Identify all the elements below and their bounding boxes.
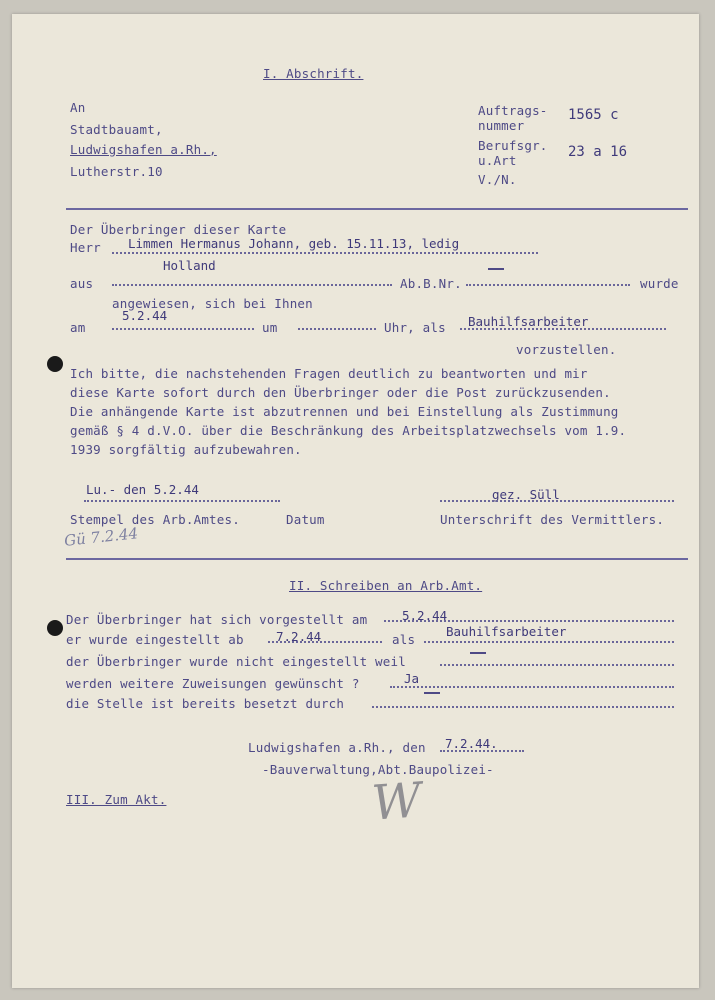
signature-label: Unterschrift des Vermittlers. — [440, 512, 665, 527]
wurde-label: wurde — [640, 276, 679, 291]
place-date-dotted — [440, 748, 524, 752]
herr-dotted-line — [112, 250, 538, 254]
als-dotted-line — [460, 326, 666, 330]
q2-als-value: Bauhilfsarbeiter — [446, 624, 567, 639]
q5-dash — [424, 692, 440, 694]
place-date-label: Ludwigshafen a.Rh., den — [248, 740, 426, 755]
q2-als-label: als — [392, 632, 416, 647]
abbnr-label: Ab.B.Nr. — [400, 276, 462, 291]
punch-hole-top — [47, 356, 63, 372]
place-date-dotted-line — [84, 498, 280, 502]
addressee-street: Lutherstr.10 — [70, 164, 163, 179]
place-date-text: Lu.- den 5.2.44 — [86, 482, 199, 497]
am-label: am — [70, 320, 86, 335]
aus-value: Holland — [163, 258, 216, 273]
request-line-4: gemäß § 4 d.V.O. über die Beschränkung des Arbeitsplatzwechsels vom 1.9. — [70, 423, 627, 438]
vorzustellen-text: vorzustellen. — [516, 342, 617, 357]
auftrags-value: 1565 c — [568, 107, 619, 123]
q5-label: die Stelle ist bereits besetzt durch — [66, 696, 345, 711]
authority: -Bauverwaltung,Abt.Baupolizei- — [262, 762, 494, 777]
section2-title: II. Schreiben an Arb.Amt. — [289, 578, 483, 593]
addressee-to: An — [70, 100, 86, 115]
document-title: I. Abschrift. — [263, 66, 364, 81]
beruf-label-1: Berufsgr. — [478, 138, 548, 153]
uhr-als-label: Uhr, als — [384, 320, 446, 335]
vn-label: V./N. — [478, 172, 517, 187]
signature-dotted-line — [440, 498, 674, 502]
abbnr-dotted-line — [466, 282, 630, 286]
q1-label: Der Überbringer hat sich vorgestellt am — [66, 612, 368, 627]
am-value: 5.2.44 — [122, 308, 168, 323]
addressee-office: Stadtbauamt, — [70, 122, 163, 137]
q2-label: er wurde eingestellt ab — [66, 632, 244, 647]
um-label: um — [262, 320, 278, 335]
q3-dotted-line — [440, 662, 674, 666]
pencil-initials: W — [370, 772, 424, 832]
addressee-city: Ludwigshafen a.Rh., — [70, 142, 217, 157]
q1-value: 5.2.44 — [402, 608, 448, 623]
punch-hole-bottom — [47, 620, 63, 636]
q4-label: werden weitere Zuweisungen gewünscht ? — [66, 676, 360, 691]
q5-dotted-line — [372, 704, 674, 708]
q3-dash — [470, 652, 486, 654]
section3-title: III. Zum Akt. — [66, 792, 167, 807]
herr-value: Limmen Hermanus Johann, geb. 15.11.13, ledig — [128, 236, 460, 251]
beruf-value: 23 a 16 — [568, 144, 628, 160]
am-dotted-line — [112, 326, 254, 330]
card-intro: Der Überbringer dieser Karte — [70, 222, 287, 237]
q2-value: 7.2.44 — [276, 629, 322, 644]
aus-dotted-line — [112, 282, 392, 286]
date-label: Datum — [286, 512, 325, 527]
signed-name: gez. Süll — [492, 487, 560, 502]
beruf-label-2: u.Art — [478, 153, 517, 168]
request-line-3: Die anhängende Karte ist abzutrennen und bei Einstellung als Zustimmung — [70, 404, 619, 419]
angewiesen-text: angewiesen, sich bei Ihnen — [112, 296, 313, 311]
request-line-2: diese Karte sofort durch den Überbringer oder die Post zurückzusenden. — [70, 385, 611, 400]
stamp-label: Stempel des Arb.Amtes. — [70, 512, 240, 527]
herr-label: Herr — [70, 240, 101, 255]
section-divider-2 — [66, 558, 688, 560]
abbnr-dash — [488, 268, 504, 270]
q2-als-dotted-line — [424, 639, 674, 643]
auftrags-label-2: nummer — [478, 118, 525, 133]
section-divider-1 — [66, 208, 688, 210]
q3-label: der Überbringer wurde nicht eingestellt weil — [66, 654, 406, 669]
q4-value: Ja — [404, 671, 420, 686]
q4-dotted-line — [390, 684, 674, 688]
request-line-1: Ich bitte, die nachstehenden Fragen deutlich zu beantworten und mir — [70, 366, 588, 381]
place-date-value: 7.2.44. — [445, 736, 498, 751]
q2-dotted-line — [268, 639, 382, 643]
handwritten-initials: Gü 7.2.44 — [63, 524, 139, 550]
um-dotted-line — [298, 326, 376, 330]
aus-label: aus — [70, 276, 94, 291]
als-value: Bauhilfsarbeiter — [468, 314, 589, 329]
auftrags-label-1: Auftrags- — [478, 103, 548, 118]
q1-dotted-line — [384, 618, 674, 622]
request-line-5: 1939 sorgfältig aufzubewahren. — [70, 442, 302, 457]
